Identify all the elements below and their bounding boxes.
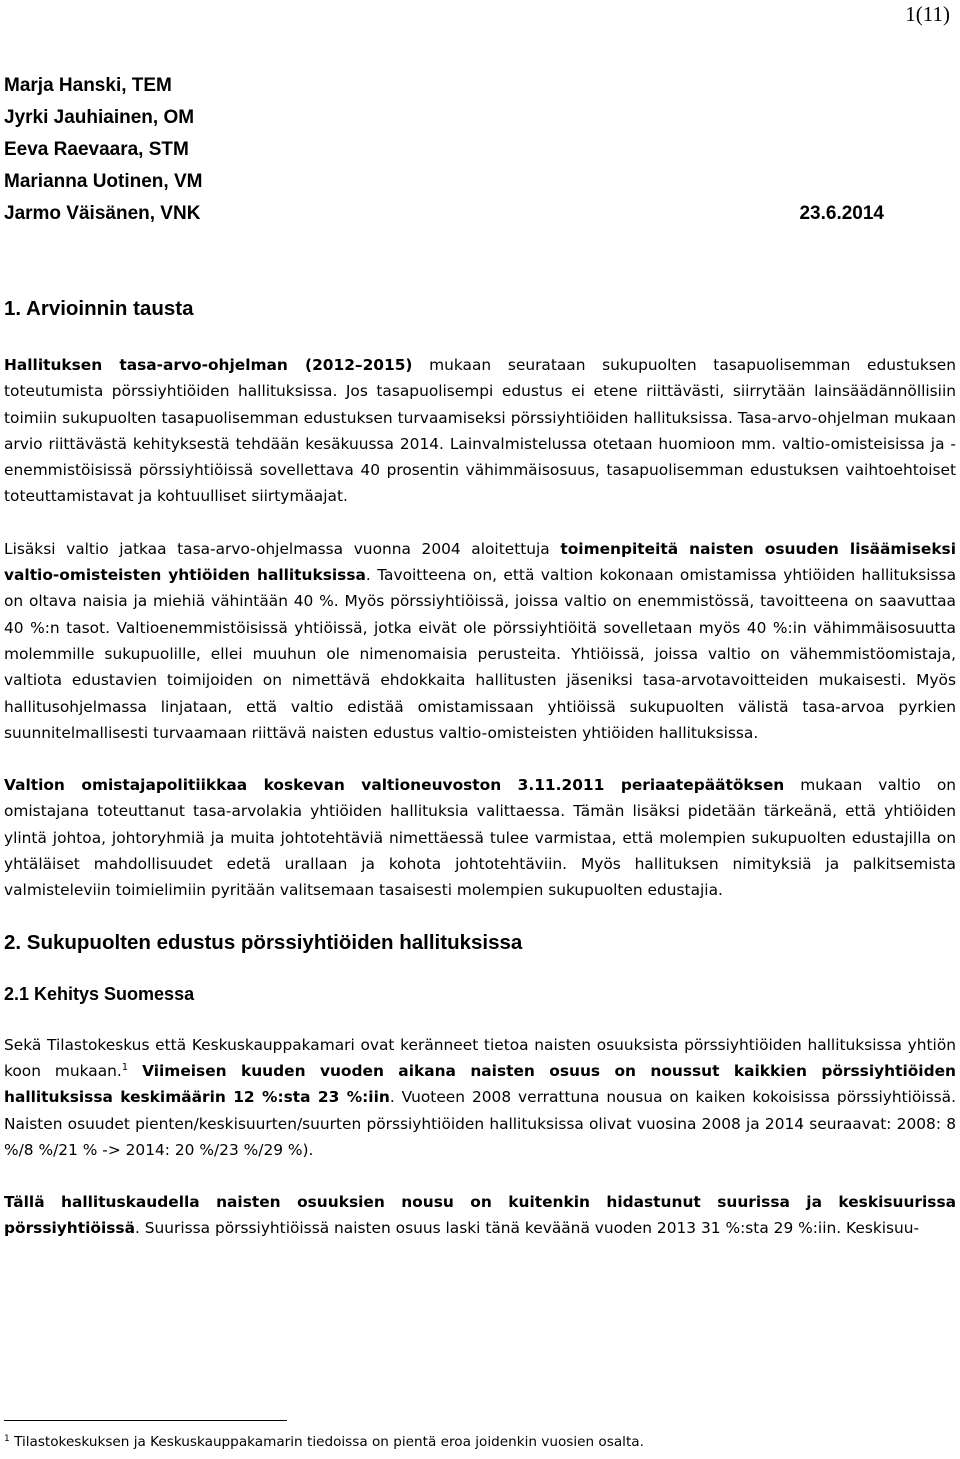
paragraph-text: Lisäksi valtio jatkaa tasa-arvo-ohjelmassa vuonna 2004 aloitettuja xyxy=(4,539,561,558)
section-1-paragraph-3 xyxy=(4,772,956,903)
footnote xyxy=(4,1432,954,1452)
paragraph-text: Sekä Tilastokeskus että Keskuskauppakamari ovat keränneet tietoa naisten osuuksista pörssiyhtiöiden hallituksissa yhtiön koon mukaan. xyxy=(4,1035,956,1080)
page-number: 1(11) xyxy=(905,2,950,26)
author-block xyxy=(4,70,884,230)
bold-phrase: toimenpiteitä naisten osuuden lisäämiseksi valtio-omisteisten yhtiöiden hallituksissa xyxy=(4,539,956,585)
author-date-row xyxy=(4,198,884,230)
paragraph-text: . Suurissa pörssiyhtiöissä naisten osuus laski tänä keväänä vuoden 2013 31 %:sta 29 %:iin. Keskisuu- xyxy=(134,1219,920,1238)
footnote-marker: 1 xyxy=(4,1434,10,1444)
document-body xyxy=(4,294,956,1242)
footnote-reference: 1 xyxy=(121,1061,129,1073)
author-name: Eeva Raevaara, STM xyxy=(4,139,189,160)
paragraph-text: mukaan seurataan sukupuolten tasapuolisemman edustuksen toteutumista pörssiyhtiöiden hallituksissa. Jos tasapuolisempi edustus ei etene riittävästi, siirrytään lainsäädännöllisiin toimiin sukupuolten tasapuolisemman edustuksen turvaamiseksi pörssiyhtiöiden hallituksissa. Tasa-arvo-ohjelman mukaan arvio riittävästä kehityksestä tehdään kesäkuussa 2014. Lainvalmistelussa otetaan huomioon mm. valtio-omisteisissa ja -enemmistöisissä pörssiyhtiöissä sovellettava 40 prosentin vähimmäisosuus, tasapuolisemman edustuksen vaihtoehtoiset toteuttamistavat ja kohtuulliset siirtymäajat. xyxy=(4,356,956,506)
section-2-paragraph-1 xyxy=(4,1032,956,1163)
paragraph-text: . Tavoitteena on, että valtion kokonaan omistamissa yhtiöiden hallituksissa on oltava naisia ja miehiä vähintään 40 %. Myös pörssiyhtiöissä, joissa valtio on enemmistössä, tavoitteena on saavuttaa 40 %:n tasot. Valtioenemmistöisissä yhtiöissä, jotka eivät ole pörssiyhtiöitä sovelletaan myös 40 %:in vähimmäisosuutta molemmille sukupuolille, ellei muuhun ole nimenomaisia perusteita. Yhtiöissä, joissa valtio on vähemmistöomistaja, valtiota edustavien toimijoiden on nimettävä ehdokkaita hallitusten jäseniksi tasa-arvotavoitteiden mukaisesti. Myös hallitusohjelmassa linjataan, että valtio edistää omistamissaan yhtiöissä sukupuolten välistä tasa-arvoa pyrkien suunnitelmallisesti turvaamaan riittävä naisten edustus valtio-omisteisten yhtiöiden hallituksissa. xyxy=(4,566,957,742)
bold-phrase: Valtion omistajapolitiikkaa koskevan valtioneuvoston 3.11.2011 periaatepäätöksen xyxy=(4,776,785,795)
footnote-divider xyxy=(4,1420,287,1421)
author-name: Marianna Uotinen, VM xyxy=(4,171,203,192)
author-name: Marja Hanski, TEM xyxy=(4,75,172,96)
paragraph-text: . Vuoteen 2008 verrattuna nousua on kaiken kokoisissa pörssiyhtiöissä. Naisten osuudet pienten/keskisuurten/suurten pörssiyhtiöiden hallituksissa olivat vuosina 2008 ja 2014 seuraavat: 2008: 8 %/8 %/21 % -> 2014: 20 %/23 %/29 %). xyxy=(4,1088,956,1159)
section-2-heading: 2. Sukupuolten edustus pörssiyhtiöiden hallituksissa xyxy=(4,930,523,954)
bold-phrase: Viimeisen kuuden vuoden aikana naisten osuus on noussut kaikkien pörssiyhtiöiden hallituksissa keskimäärin 12 %:sta 23 %:iin xyxy=(4,1061,956,1107)
bold-phrase: Hallituksen tasa-arvo-ohjelman (2012–2015) xyxy=(4,356,413,374)
section-2-paragraph-2 xyxy=(4,1189,956,1242)
footnote-text: Tilastokeskuksen ja Keskuskauppakamarin tiedoissa on pientä eroa joidenkin vuosien osalta. xyxy=(14,1434,644,1450)
paragraph-text: mukaan valtio on omistajana toteuttanut tasa-arvolakia yhtiöiden hallituksia valittaessa. Tämän lisäksi pidetään tärkeänä, että yhtiöiden ylintä johtoa, johtoryhmiä ja muita johtotehtäviä nimettäessä tulee varmistaa, että molempien sukupuolten edustajilla on yhtäläiset mahdollisuudet edetä urallaan ja kohota johtotehtäviin. Myös hallituksen nimityksiä ja palkitsemista valmisteleviin toimielimiin pyritään valitsemaan tasaisesti molempien sukupuolten edustajia. xyxy=(4,776,956,900)
author-name: Jyrki Jauhiainen, OM xyxy=(4,107,195,128)
document-date: 23.6.2014 xyxy=(799,203,884,224)
section-1-heading: 1. Arvioinnin tausta xyxy=(4,297,194,320)
section-1-paragraph-2 xyxy=(4,536,956,746)
section-2-1-heading: 2.1 Kehitys Suomessa xyxy=(4,983,195,1004)
section-1-paragraph-1 xyxy=(4,352,956,510)
author-name: Jarmo Väisänen, VNK xyxy=(4,203,201,224)
bold-phrase: Tällä hallituskaudella naisten osuuksien nousu on kuitenkin hidastunut suurissa ja keskisuurissa pörssiyhtiöissä xyxy=(4,1193,956,1238)
